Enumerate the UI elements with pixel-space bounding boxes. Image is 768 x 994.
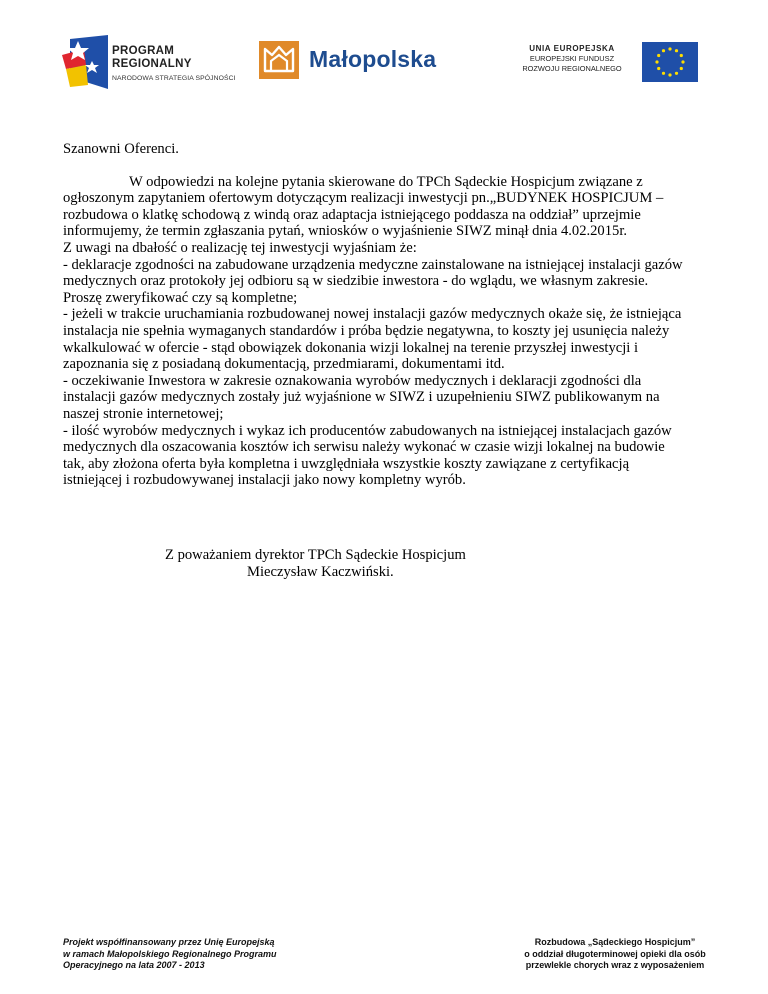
footer-left-line1: Projekt współfinansowany przez Unię Europejską	[63, 937, 275, 947]
footer-right-line3: przewlekle chorych wraz z wyposażeniem	[525, 960, 705, 971]
footer-right-line1: Rozbudowa „Sądeckiego Hospicjum”	[534, 937, 696, 947]
letter-point-marking: - oczekiwanie Inwestora w zakresie oznakowania wyrobów medycznych i deklaracji zgodności dla instalacji gazów medycznych zostały już wyjaśnione w SIWZ i uzupełnieniu SIWZ publikowanym na naszej stronie internetowej;	[63, 372, 660, 422]
signatory-name: Mieczysław Kaczwiński.	[247, 564, 394, 580]
eu-text-block	[502, 44, 642, 74]
page-header	[0, 28, 768, 98]
eu-line1: UNIA EUROPEJSKA	[529, 44, 615, 53]
footer-cofinancing-note	[63, 937, 277, 972]
footer-left-line3: Operacyjnego na lata 2007 - 2013	[63, 960, 205, 971]
footer-project-title	[495, 937, 735, 972]
letter-point-declarations: - deklaracje zgodności na zabudowane urządzenia medyczne zainstalowane na istniejącej instalacji gazów medycznych oraz protokoły jej odbioru są w siedzibie inwestora - do wglądu, we własnym zakresie. Proszę zweryfikować czy są kompletne;	[63, 256, 683, 306]
program-regionalny-logo	[62, 31, 252, 93]
eu-line2: EUROPEJSKI FUNDUSZ	[529, 54, 615, 63]
footer-left-line2: w ramach Małopolskiego Regionalnego Programu	[63, 948, 277, 959]
letter-paragraph-lead: Z uwagi na dbałość o realizację tej inwestycji wyjaśniam że:	[63, 239, 417, 256]
malopolska-logo	[259, 41, 469, 81]
program-line1: PROGRAM	[112, 45, 175, 57]
letter-point-service: - ilość wyrobów medycznych i wykaz ich producentów zabudowanych na istniejącej instalacjach gazów medycznych dla oszacowania kosztów ich serwisu należy wykonać w czasie wizji lokalnej na budowie tak, aby złożona oferta była kompletna i uwzględniała wszystkie koszty zawiązane z certyfikacją istniejącej i rozbudowywanej instalacji jako nowy kompletny wyrób.	[63, 422, 672, 489]
program-line2: REGIONALNY	[112, 58, 192, 70]
eu-logo	[502, 42, 698, 86]
salutation: Szanowni Oferenci.	[63, 141, 179, 157]
letter-body	[63, 141, 688, 489]
letter-point-installation: - jeżeli w trakcie uruchamiania rozbudowanej nowej instalacji gazów medycznych okaże się, że istniejąca instalacja nie spełnia wymaganych standardów i próba będzie negatywna, to koszty jej usunięcia należy wkalkulować w ofercie - stąd obowiązek dokonania wizji lokalnej na terenie przyszłej inwestycji i zapoznania się z posiadaną dokumentacją, przedmiarami, dokumentami itd.	[63, 306, 682, 373]
eu-flag-icon	[642, 42, 698, 82]
closing-line: Z poważaniem dyrektor TPCh Sądeckie Hospicjum	[165, 547, 466, 563]
signature-block	[165, 547, 466, 581]
program-regionalny-title	[112, 45, 192, 71]
program-subtitle: NARODOWA STRATEGIA SPÓJNOŚCI	[112, 75, 236, 82]
letter-paragraph-intro: W odpowiedzi na kolejne pytania skierowane do TPCh Sądeckie Hospicjum związane z ogłoszonym zapytaniem ofertowym dotyczącym realizacji inwestycji pn.„BUDYNEK HOSPICJUM – rozbudowa o klatkę schodową z windą oraz adaptacja istniejącego poddasza na oddział” uprzejmie informujemy, że termin zgłaszania pytań, wniosków o wyjaśnienie SIWZ minął dnia 4.02.2015r.	[63, 173, 664, 240]
program-regionalny-emblem-icon	[62, 31, 110, 93]
malopolska-wordmark: Małopolska	[309, 46, 437, 72]
footer-right-line2: o oddział długoterminowej opieki dla osób	[524, 948, 706, 959]
malopolska-emblem-icon	[259, 41, 299, 79]
eu-line3: ROZWOJU REGIONALNEGO	[522, 64, 622, 73]
